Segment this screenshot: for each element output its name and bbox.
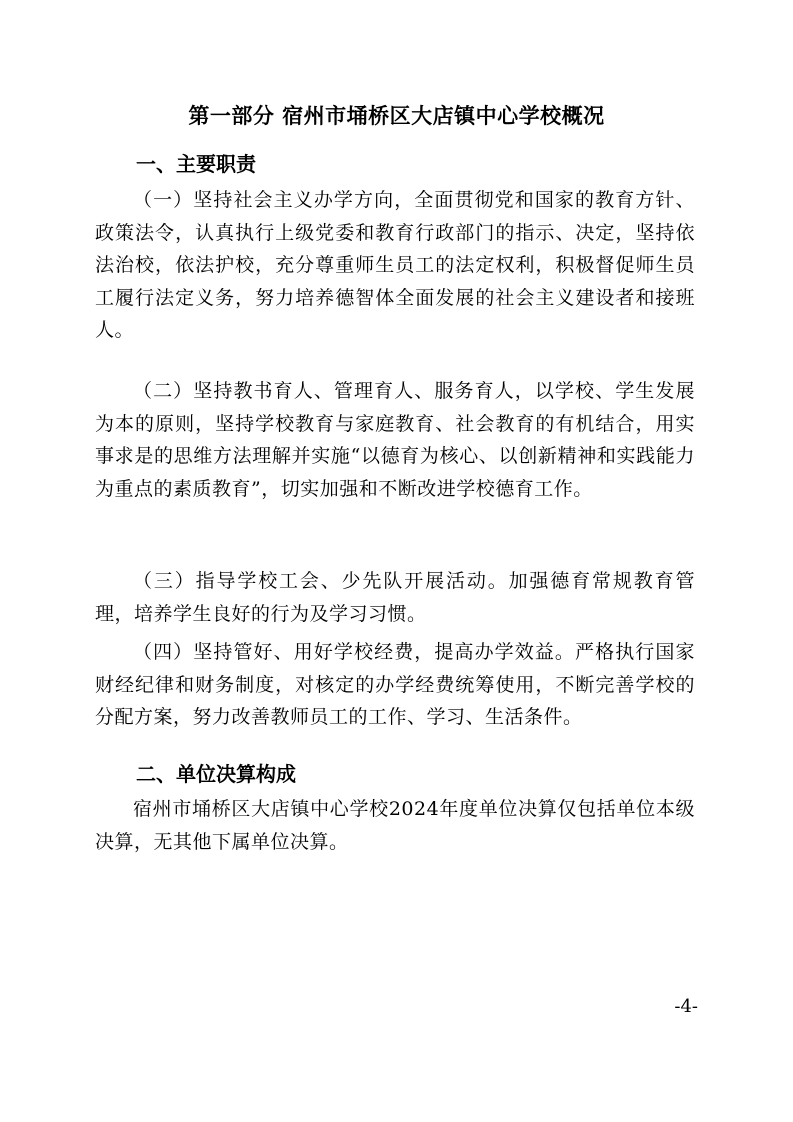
duty-paragraph-4: （四）坚持管好、用好学校经费，提高办学效益。严格执行国家财经纪律和财务制度，对核定的办学经费统筹使用，不断完善学校的分配方案，努力改善教师员工的工作、学习、生活条件。 (95, 641, 695, 728)
section-heading-main-duties: 一、主要职责 (136, 152, 256, 176)
budget-composition-paragraph: 宿州市埇桥区大店镇中心学校2024年度单位决算仅包括单位本级决算，无其他下属单位决算。 (95, 798, 695, 853)
page-title: 第一部分 宿州市埇桥区大店镇中心学校概况 (188, 104, 605, 128)
page-number: -4- (674, 996, 698, 1017)
duty-paragraph-2: （二）坚持教书育人、管理育人、服务育人，以学校、学生发展为本的原则，坚持学校教育与家庭教育、社会教育的有机结合，用实事求是的思维方法理解并实施“以德育为核心、以创新精神和实践能力为重点的素质教育”，切实加强和不断改进学校德育工作。 (95, 380, 695, 500)
duty-paragraph-3: （三）指导学校工会、少先队开展活动。加强德育常规教育管理，培养学生良好的行为及学习习惯。 (95, 570, 695, 625)
section-heading-budget-composition: 二、单位决算构成 (136, 762, 296, 786)
duty-paragraph-1: （一）坚持社会主义办学方向，全面贯彻党和国家的教育方针、政策法令，认真执行上级党委和教育行政部门的指示、决定，坚持依法治校，依法护校，充分尊重师生员工的法定权利，积极督促师生员工履行法定义务，努力培养德智体全面发展的社会主义建设者和接班人。 (95, 189, 695, 341)
